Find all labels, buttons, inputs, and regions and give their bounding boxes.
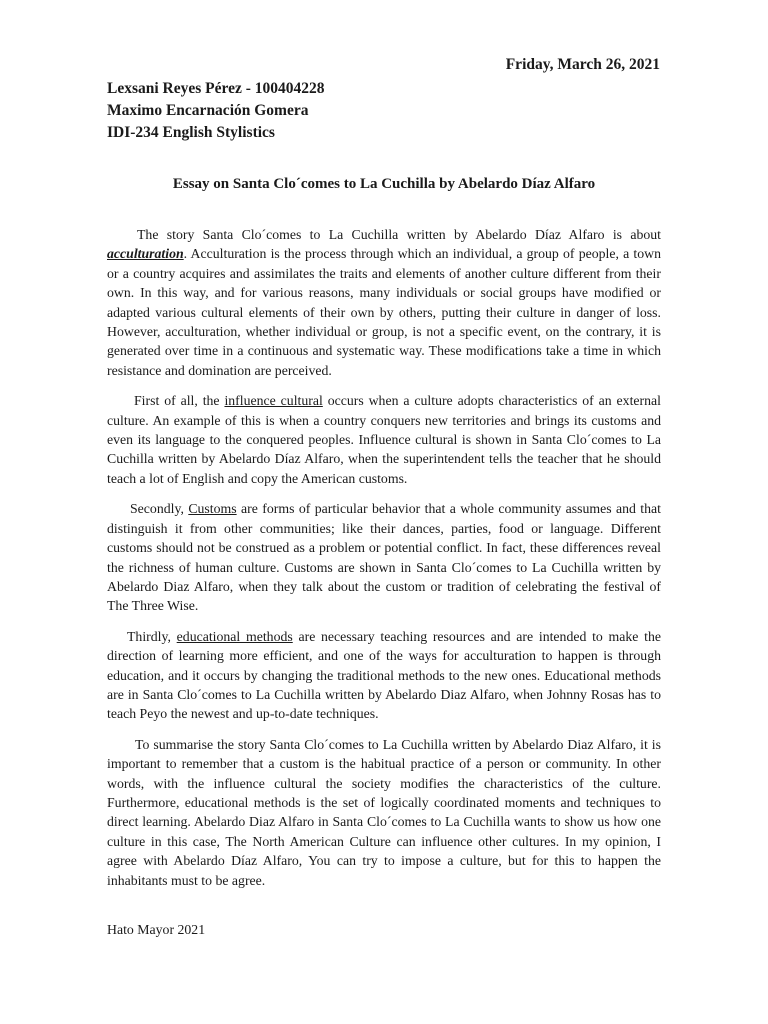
course-name: IDI-234 English Stylistics [107,124,275,141]
paragraph-conclusion: To summarise the story Santa Clo´comes to La Cuchilla written by Abelardo Diaz Alfaro, it is important to remember that a custom is the habitual practice of a person or community. In other words, with the influence cultural the society modifies the characteristics of the culture. Furthermore, educational methods is the set of logically coordinated moments and techniques to direct learning. Abelardo Diaz Alfaro in Santa Clo´comes to La Cuchilla wants to show us how one culture in this case, The North American Culture can influence other cultures. In my opinion, I agree with Abelardo Díaz Alfaro, You can try to impose a culture, but for this to happen the inhabitants must to be agree. [107,736,661,888]
paragraph-influence [107,391,661,488]
essay-title: Essay on Santa Clo´comes to La Cuchilla by Abelardo Díaz Alfaro [172,176,596,192]
document-date: Friday, March 26, 2021 [505,56,660,73]
paragraph-intro-rest: . Acculturation is the process through which an individual, a group of people, a town or a country acquires and assimilates the traits and elements of another culture different from their own. In this way, and for various reasons, many individuals or social groups have modified or adapted various cultural elements of their own by others, putting their culture in danger of loss. However, acculturation, whether individual or group, is not a specific event, on the contrary, it is generated over time in a continuous and systematic way. These modifications take a time in which resistance and domination are perceived. [107,246,661,378]
keyword-customs: Customs [188,501,237,517]
author-line: Lexsani Reyes Pérez - 100404228 [107,80,325,97]
paragraph-influence-lead: First of all, the [134,393,225,409]
teacher-name: Maximo Encarnación Gomera [107,102,309,119]
footer-place-year: Hato Mayor 2021 [107,922,206,937]
essay-body [107,225,661,901]
paragraph-customs-rest: are forms of particular behavior that a whole community assumes and that distinguish it from other communities; like their dances, parties, food or language. Different customs should not be construed as a problem or potential conflict. In fact, these differences reveal the richness of human culture. Customs are shown in Santa Clo´comes to La Cuchilla written by Abelardo Diaz Alfaro, when they talk about the custom or tradition of celebrating the festival of The Three Wise. [107,501,662,614]
paragraph-intro [107,225,661,380]
paragraph-educational-rest: are necessary teaching resources and are intended to make the direction of learning more efficient, and one of the ways for acculturation to happen is through education, and it occurs by changing the traditional methods to the new ones. Educational methods are in Santa Clo´comes to La Cuchilla written by Abelardo Diaz Alfaro, when Johnny Rosas has to teach Peyo the newest and up-to-date techniques. [107,628,662,722]
paragraph-customs-lead: Secondly, [130,501,189,517]
keyword-acculturation: acculturation [107,246,184,262]
paragraph-intro-lead: The story Santa Clo´comes to La Cuchilla written by Abelardo Díaz Alfaro is about [137,227,661,242]
keyword-educational-methods: educational methods [176,628,293,644]
paragraph-educational-methods [107,627,661,724]
keyword-influence-cultural: influence cultural [224,393,323,409]
paragraph-influence-rest: occurs when a culture adopts characteristics of an external culture. An example of this is when a country conquers new territories and brings its customs and even its language to the conquered peoples. Influence cultural is shown in Santa Clo´comes to La Cuchilla written by Abelardo Díaz Alfaro, when the superintendent tells the teacher that he should teach a lot of English and copy the American customs. [107,393,661,486]
paragraph-customs [107,499,661,615]
header-block [107,78,325,144]
paragraph-educational-lead: Thirdly, [127,628,177,644]
